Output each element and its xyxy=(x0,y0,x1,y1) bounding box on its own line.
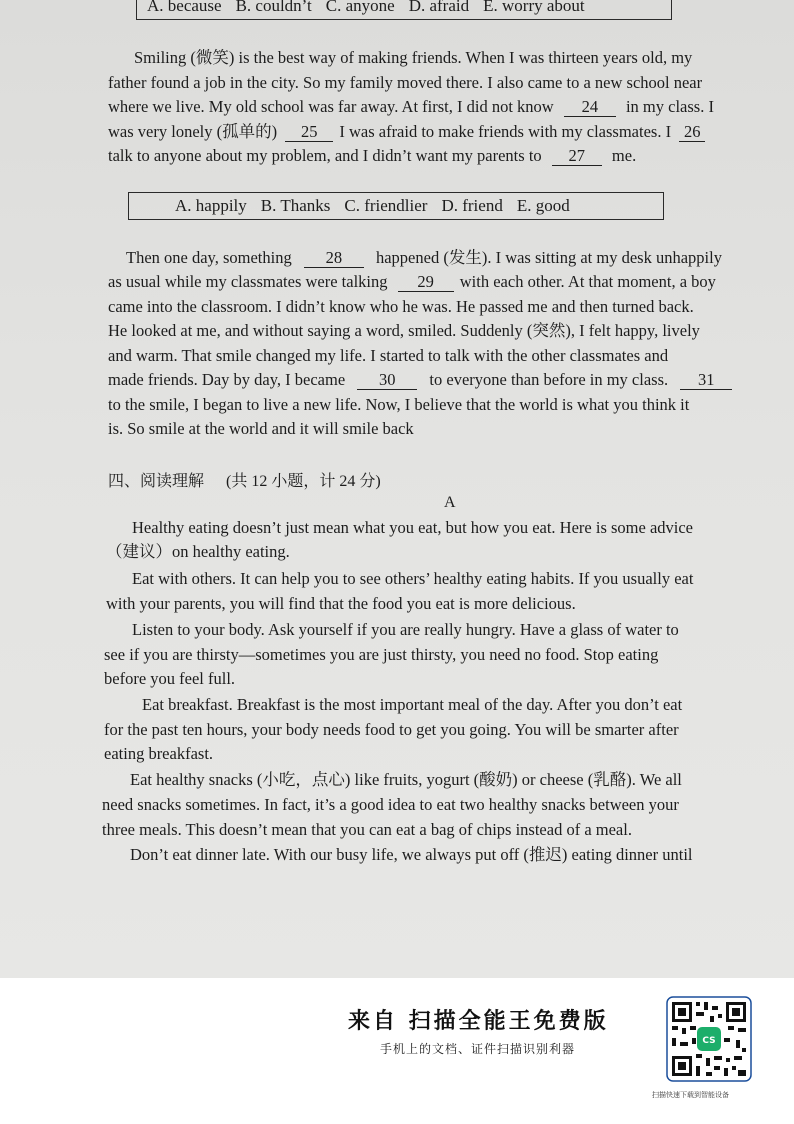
qr-code-icon xyxy=(666,996,752,1082)
blank-29: 29 xyxy=(398,274,454,292)
passage1-line: where we live. My old school was far away. At first, I did not know 24 in my class. I xyxy=(108,97,714,116)
part-label: A xyxy=(444,494,456,511)
section-heading xyxy=(108,468,381,491)
reading-line: Eat with others. It can help you to see others’ healthy eating habits. If you usually eat xyxy=(132,569,694,588)
option-a: A. because xyxy=(147,0,222,15)
passage2-line: came into the classroom. I didn’t know who he was. He passed me and then turned back. xyxy=(108,297,694,316)
options-box-1 xyxy=(136,0,672,20)
option-c: C. friendlier xyxy=(344,196,428,215)
reading-line: need snacks sometimes. In fact, it’s a good idea to eat two healthy snacks between your xyxy=(102,795,679,814)
reading-line: before you feel full. xyxy=(104,669,236,688)
reading-line: （建议）on healthy eating. xyxy=(106,542,290,561)
passage2-line: to the smile, I began to live a new life. Now, I believe that the world is what you think it xyxy=(108,395,690,414)
section-score: (共 12 小题，计 24 分) xyxy=(226,473,381,490)
passage2-line: He looked at me, and without saying a word, smiled. Suddenly (突然), I felt happy, lively xyxy=(108,321,700,340)
blank-27: 27 xyxy=(552,148,602,166)
option-b: B. couldn’t xyxy=(235,0,312,15)
passage2-line: as usual while my classmates were talking 29 with each other. At that moment, a boy xyxy=(108,272,716,291)
passage1-line: talk to anyone about my problem, and I didn’t want my parents to 27 me. xyxy=(108,146,637,165)
option-d: D. afraid xyxy=(408,0,470,15)
passage1-line: Smiling (微笑) is the best way of making friends. When I was thirteen years old, my xyxy=(134,48,693,67)
reading-line: three meals. This doesn’t mean that you can eat a bag of chips instead of a meal. xyxy=(102,820,632,839)
reading-line: Healthy eating doesn’t just mean what you eat, but how you eat. Here is some advice xyxy=(132,518,693,537)
passage1-line: was very lonely (孤单的) 25 I was afraid to make friends with my classmates. I 26 xyxy=(108,124,705,142)
passage2-line: made friends. Day by day, I became 30 to everyone than before in my class. 31 xyxy=(108,372,732,390)
blank-31: 31 xyxy=(680,372,732,390)
option-a: A. happily xyxy=(175,196,247,215)
scanner-footer xyxy=(0,978,794,1124)
blank-25: 25 xyxy=(285,124,333,142)
brand-title: 来自 扫描全能王免费版 xyxy=(348,1008,609,1034)
option-d: D. friend xyxy=(441,196,503,215)
option-e: E. good xyxy=(516,196,570,215)
blank-26: 26 xyxy=(679,124,705,142)
blank-28: 28 xyxy=(304,250,364,268)
blank-24: 24 xyxy=(564,99,616,117)
reading-line: Don’t eat dinner late. With our busy life, we always put off (推迟) eating dinner until xyxy=(130,845,693,864)
options-box-2 xyxy=(128,192,664,220)
reading-line: see if you are thirsty—sometimes you are just thirsty, you need no food. Stop eating xyxy=(104,645,659,664)
qr-caption: 扫描快速下载到智能设备 xyxy=(652,1091,729,1099)
passage1-line: father found a job in the city. So my family moved there. I also came to a new school near xyxy=(108,73,703,92)
passage2-line: is. So smile at the world and it will smile back xyxy=(108,419,414,438)
reading-line: with your parents, you will find that the food you eat is more delicious. xyxy=(106,594,576,613)
reading-line: for the past ten hours, your body needs food to get you going. You will be smarter after xyxy=(104,720,679,739)
blank-30: 30 xyxy=(357,372,417,390)
option-e: E. worry about xyxy=(483,0,585,15)
section-title: 四、阅读理解 xyxy=(108,473,205,490)
brand-subtitle: 手机上的文档、证件扫描识别利器 xyxy=(380,1042,576,1056)
passage2-line: and warm. That smile changed my life. I started to talk with the other classmates and xyxy=(108,346,669,365)
passage2-line: Then one day, something 28 happened (发生). I was sitting at my desk unhappily xyxy=(126,248,722,267)
svg-text:CS: CS xyxy=(702,1036,716,1046)
reading-line: eating breakfast. xyxy=(104,744,214,763)
option-b: B. Thanks xyxy=(260,196,331,215)
reading-line: Eat breakfast. Breakfast is the most important meal of the day. After you don’t eat xyxy=(142,695,683,714)
option-c: C. anyone xyxy=(325,0,395,15)
reading-line: Eat healthy snacks (小吃，点心) like fruits, yogurt (酸奶) or cheese (乳酪). We all xyxy=(130,770,682,789)
reading-line: Listen to your body. Ask yourself if you are really hungry. Have a glass of water to xyxy=(132,620,679,639)
